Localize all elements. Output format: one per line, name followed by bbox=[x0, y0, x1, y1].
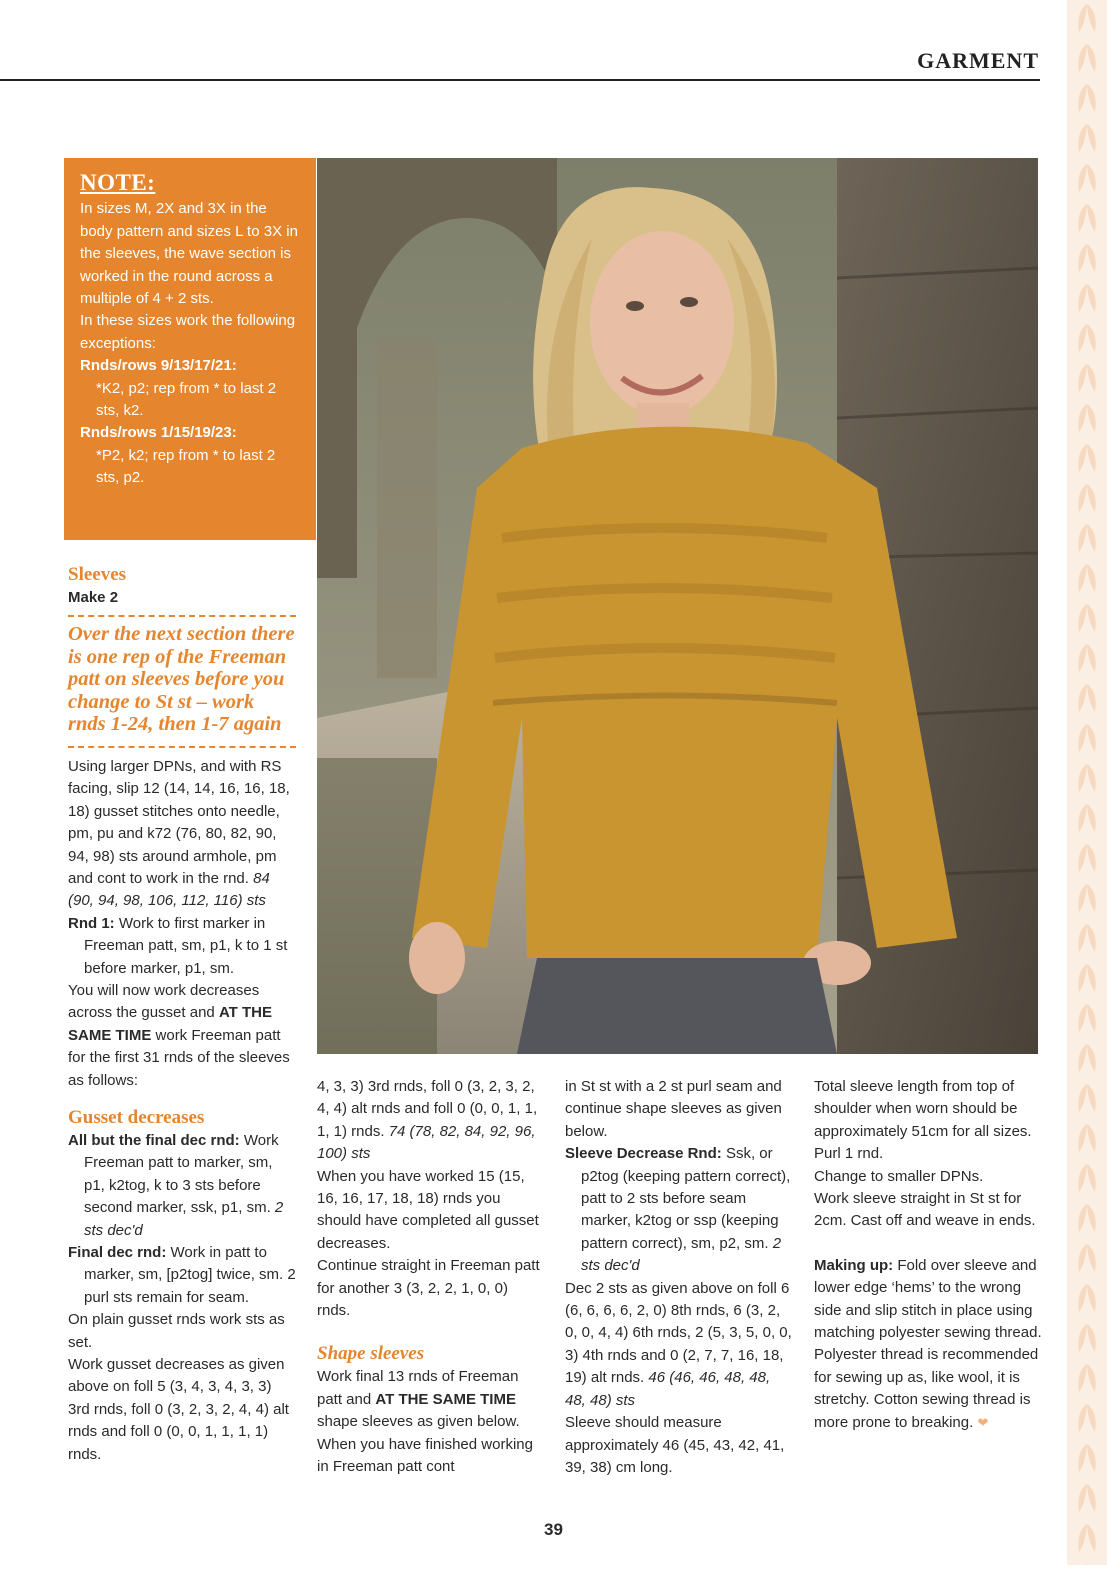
note-intro: In sizes M, 2X and 3X in the body pattern and sizes L to 3X in the sleeves, the wave section is worked in the round across a multiple of 4 + 2 sts. bbox=[80, 200, 298, 308]
sleeve-dec-text: Ssk, or p2tog (keeping pattern correct), patt to 2 sts before seam marker, k2tog or ssp (keeping pattern correct), sm, p2, sm. bbox=[581, 1145, 791, 1252]
note-rule2-head: Rnds/rows 1/15/19/23: bbox=[80, 424, 237, 442]
sleeves-heading: Sleeves bbox=[68, 564, 127, 585]
column-1 bbox=[68, 563, 296, 1463]
sleeves-quote: Over the next section there is one rep of the Freeman patt on sleeves before you change to St st – work rnds 1-24, then 1-7 again bbox=[68, 623, 295, 736]
gusset-continue: Continue straight in Freeman patt for another 3 (3, 2, 2, 1, 0, 0) rnds. bbox=[317, 1257, 540, 1320]
finish-length: Total sleeve length from top of shoulder when worn should be approximately 51cm for all sizes. bbox=[814, 1078, 1032, 1140]
finish-change: Change to smaller DPNs. bbox=[814, 1167, 984, 1185]
making-up-head: Making up: bbox=[814, 1256, 894, 1274]
shape-text-a: Work final 13 rnds of Freeman patt and bbox=[317, 1368, 519, 1408]
note-exceptions-intro: In these sizes work the following exceptions: bbox=[80, 312, 296, 352]
sleeve-dec2 bbox=[565, 1278, 793, 1412]
gusset-rule1-head: All but the final dec rnd: bbox=[68, 1132, 240, 1149]
gusset-rule2 bbox=[68, 1242, 296, 1309]
header-rule bbox=[0, 79, 1040, 81]
shape-heading: Shape sleeves bbox=[317, 1343, 425, 1365]
sleeve-dec2-count: 46 (46, 46, 48, 48, 48, 48) sts bbox=[565, 1369, 771, 1409]
gusset-note-a: You will now work decreases across the gusset and bbox=[68, 981, 260, 1022]
sleeve-dec-rnd bbox=[565, 1143, 793, 1277]
gusset-heading: Gusset decreases bbox=[68, 1107, 205, 1128]
shape-text-b: AT THE SAME TIME bbox=[375, 1390, 516, 1408]
rnd1 bbox=[68, 913, 296, 980]
quote-divider-top bbox=[68, 615, 296, 617]
rnd1-head: Rnd 1: bbox=[68, 914, 115, 932]
making-up-text: Fold over sleeve and lower edge ‘hems’ to the wrong side and slip stitch in place using matching polyester sewing thread. Polyester thread is recommended for sewing up as, like wool, it is stretchy. Cotton sewing thread is more prone to breaking. bbox=[814, 1256, 1042, 1431]
model-photo bbox=[317, 158, 1038, 1054]
finish-straight: Work sleeve straight in St st for 2cm. Cast off and weave in ends. bbox=[814, 1190, 1036, 1230]
shape-text bbox=[317, 1366, 545, 1478]
sleeve-measure: Sleeve should measure approximately 46 (45, 43, 42, 41, 39, 38) cm long. bbox=[565, 1414, 785, 1476]
note-box bbox=[64, 158, 316, 540]
gusset-work-count: 74 (78, 82, 84, 92, 96, 100) sts bbox=[317, 1122, 536, 1163]
note-rule1-head: Rnds/rows 9/13/17/21: bbox=[80, 357, 237, 375]
gusset-note-b: AT THE SAME TIME bbox=[68, 1004, 272, 1044]
shape-text-c-start: shape sleeves as given below. When you have finished working in Freeman patt cont bbox=[317, 1413, 533, 1476]
section-title: GARMENT bbox=[917, 48, 1039, 73]
sleeves-make: Make 2 bbox=[68, 589, 119, 606]
column-3 bbox=[565, 1076, 793, 1479]
gusset-rule2-head: Final dec rnd: bbox=[68, 1244, 167, 1262]
sleeves-intro-count: 84 (90, 94, 98, 106, 112, 116) sts bbox=[68, 869, 270, 910]
gusset-worked: When you have worked 15 (15, 16, 16, 17, 18, 18) rnds you should have completed all gusset decreases. bbox=[317, 1167, 539, 1252]
quote-divider-bottom bbox=[68, 746, 296, 748]
page-number: 39 bbox=[544, 1520, 563, 1539]
sleeve-dec-head: Sleeve Decrease Rnd: bbox=[565, 1145, 722, 1163]
gusset-note-c: work Freeman patt for the first 31 rnds of the sleeves as follows: bbox=[68, 1026, 290, 1089]
shape-text-cont: in St st with a 2 st purl seam and continue shape sleeves as given below. bbox=[565, 1078, 782, 1140]
sleeve-dec-count: 2 sts dec'd bbox=[581, 1234, 782, 1275]
decorative-border bbox=[1067, 0, 1107, 1565]
sleeves-intro-text: Using larger DPNs, and with RS facing, slip 12 (14, 14, 16, 16, 18, 18) gusset stitches onto needle, pm, pu and k72 (76, 80, 82, 90, 94, 98) sts around armhole, pm and cont to work in the rnd. bbox=[68, 757, 290, 887]
gusset-work: Work gusset decreases as given above on foll 5 (3, 4, 3, 4, 3, 3) 3rd rnds, foll 0 (3, 2, 3, 2, 4, 4) alt rnds and foll 0 (0, 0, 1, 1, 1, 1) rnds. bbox=[68, 1356, 289, 1463]
gusset-rule1 bbox=[68, 1130, 296, 1242]
rnd1-text: Work to first marker in Freeman patt, sm, p1, k to 1 st before marker, p1, sm. bbox=[84, 914, 288, 977]
gusset-work-cont bbox=[317, 1076, 545, 1166]
sleeve-dec2-text: Dec 2 sts as given above on foll 6 (6, 6, 6, 6, 2, 0) 8th rnds, 6 (3, 2, 0, 0, 4, 4) 6th rnds, 2 (5, 3, 5, 0, 0, 3) 4th rnds and 0 (2, 7, 7, 16, 18, 19) alt rnds. bbox=[565, 1279, 792, 1387]
leaf-pattern bbox=[1067, 0, 1107, 1565]
gusset-plain: On plain gusset rnds work sts as set. bbox=[68, 1311, 285, 1351]
note-rule1-text: *K2, p2; rep from * to last 2 sts, k2. bbox=[96, 379, 277, 420]
note-title: NOTE: bbox=[80, 170, 156, 195]
photo-illustration bbox=[317, 158, 1038, 1054]
finish-purl: Purl 1 rnd. bbox=[814, 1145, 884, 1163]
column-2 bbox=[317, 1076, 545, 1479]
making-up bbox=[814, 1255, 1046, 1434]
gusset-note bbox=[68, 980, 296, 1092]
note-rule2-text: *P2, k2; rep from * to last 2 sts, p2. bbox=[96, 446, 276, 487]
heart-icon: ❤ bbox=[977, 1414, 989, 1430]
gusset-work-tail: 4, 3, 3) 3rd rnds, foll 0 (3, 2, 3, 2, 4, 4) alt rnds and foll 0 (0, 0, 1, 1, 1, 1) rnds. bbox=[317, 1078, 538, 1140]
sleeves-intro bbox=[68, 756, 296, 913]
gusset-rule1-text: Work Freeman patt to marker, sm, p1, k2tog, k to 3 sts before second marker, ssk, p1, sm. bbox=[84, 1132, 279, 1217]
gusset-rule1-count: 2 sts dec'd bbox=[84, 1199, 284, 1239]
column-4 bbox=[814, 1076, 1046, 1434]
gusset-rule2-text: Work in patt to marker, sm, [p2tog] twice, sm. 2 purl sts remain for seam. bbox=[84, 1244, 296, 1306]
